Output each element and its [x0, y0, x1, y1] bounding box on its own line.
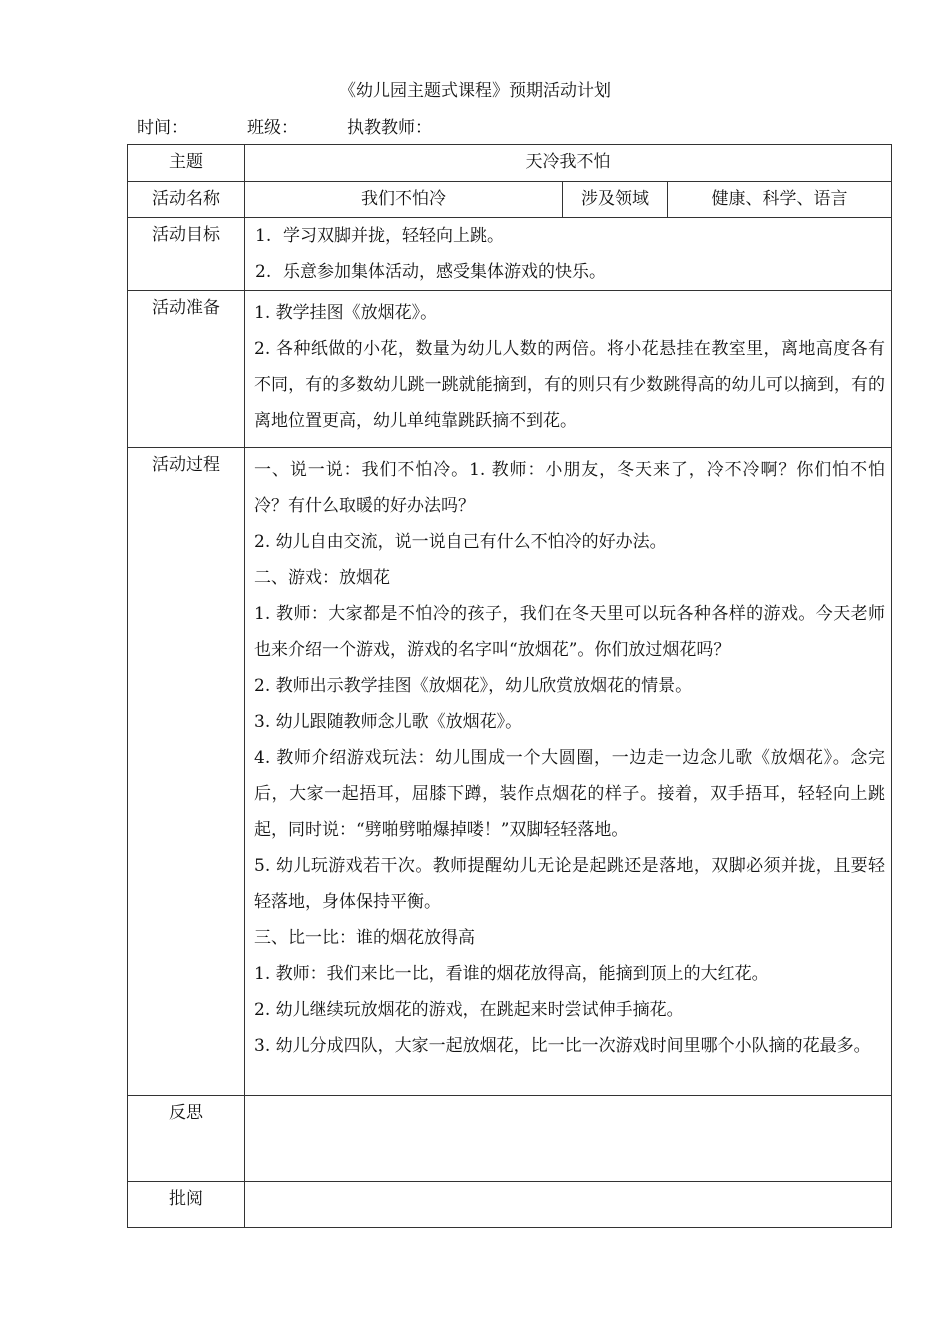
goal-label: 活动目标: [128, 218, 245, 291]
goal-text: 学习双脚并拢，轻轻向上跳。: [283, 226, 504, 246]
process-content: [245, 448, 892, 1096]
process-item: 1. 教师：大家都是不怕冷的孩子，我们在冬天里可以玩各种各样的游戏。今天老师也来介绍一个游戏，游戏的名字叫“放烟花”。你们放过烟花吗？: [254, 604, 886, 660]
activity-name-row: [128, 182, 892, 218]
plan-table: [127, 144, 892, 1228]
process-item: 二、游戏：放烟花: [254, 568, 390, 588]
review-content[interactable]: [245, 1182, 892, 1228]
goal-number: 1.: [255, 226, 272, 246]
activity-name-value: 我们不怕冷: [245, 182, 563, 218]
activity-name-label: 活动名称: [128, 182, 245, 218]
review-label: 批阅: [128, 1182, 245, 1228]
reflection-content[interactable]: [245, 1096, 892, 1182]
prep-label: 活动准备: [128, 291, 245, 448]
goal-row: [128, 218, 892, 291]
prep-item: 2. 各种纸做的小花，数量为幼儿人数的两倍。将小花悬挂在教室里，离地高度各有不同，有的多数幼儿跳一跳就能摘到，有的则只有少数跳得高的幼儿可以摘到，有的离地位置更高，幼儿单纯靠跳跃摘不到花。: [254, 339, 886, 431]
document-title: 《幼儿园主题式课程》预期活动计划: [339, 81, 611, 101]
goal-item: [245, 218, 891, 254]
domain-value: 健康、科学、语言: [668, 182, 892, 218]
goal-text: 乐意参加集体活动，感受集体游戏的快乐。: [283, 262, 606, 282]
process-item: 4. 教师介绍游戏玩法：幼儿围成一个大圆圈，一边走一边念儿歌《放烟花》。念完后，大家一起捂耳，屈膝下蹲，装作点烟花的样子。接着，双手捂耳，轻轻向上跳起，同时说：“劈啪劈啪爆掉喽！”双脚轻轻落地。: [254, 748, 886, 840]
goal-number: 2.: [255, 262, 272, 282]
theme-label: 主题: [128, 145, 245, 182]
theme-row: [128, 145, 892, 182]
process-item: 3. 幼儿分成四队，大家一起放烟花，比一比一次游戏时间里哪个小队摘的花最多。: [254, 1036, 871, 1056]
reflection-row: [128, 1096, 892, 1182]
time-label: 时间：: [137, 118, 188, 138]
process-item: 3. 幼儿跟随教师念儿歌《放烟花》。: [254, 712, 523, 732]
prep-item: 1. 教学挂图《放烟花》。: [254, 303, 438, 323]
teacher-label: 执教教师：: [347, 118, 432, 138]
process-item: 5. 幼儿玩游戏若干次。教师提醒幼儿无论是起跳还是落地，双脚必须并拢，且要轻轻落地，身体保持平衡。: [254, 856, 886, 912]
prep-content: [245, 291, 892, 448]
theme-value: 天冷我不怕: [245, 145, 892, 182]
goal-list: [245, 218, 892, 291]
domain-label: 涉及领域: [563, 182, 668, 218]
reflection-label: 反思: [128, 1096, 245, 1182]
process-label: 活动过程: [128, 448, 245, 1096]
prep-row: [128, 291, 892, 448]
process-item: 2. 幼儿继续玩放烟花的游戏，在跳起来时尝试伸手摘花。: [254, 1000, 684, 1020]
process-item: 1. 教师：我们来比一比，看谁的烟花放得高，能摘到顶上的大红花。: [254, 964, 769, 984]
process-item: 2. 幼儿自由交流，说一说自己有什么不怕冷的好办法。: [254, 532, 667, 552]
goal-item: [245, 254, 891, 290]
process-item: 2. 教师出示教学挂图《放烟花》，幼儿欣赏放烟花的情景。: [254, 676, 693, 696]
class-label: 班级：: [247, 118, 298, 138]
review-row: [128, 1182, 892, 1228]
process-item: 三、比一比：谁的烟花放得高: [254, 928, 475, 948]
process-row: [128, 448, 892, 1096]
process-item: 一、说一说：我们不怕冷。1. 教师：小朋友，冬天来了，冷不冷啊？你们怕不怕冷？有什么取暖的好办法吗？: [254, 460, 886, 516]
